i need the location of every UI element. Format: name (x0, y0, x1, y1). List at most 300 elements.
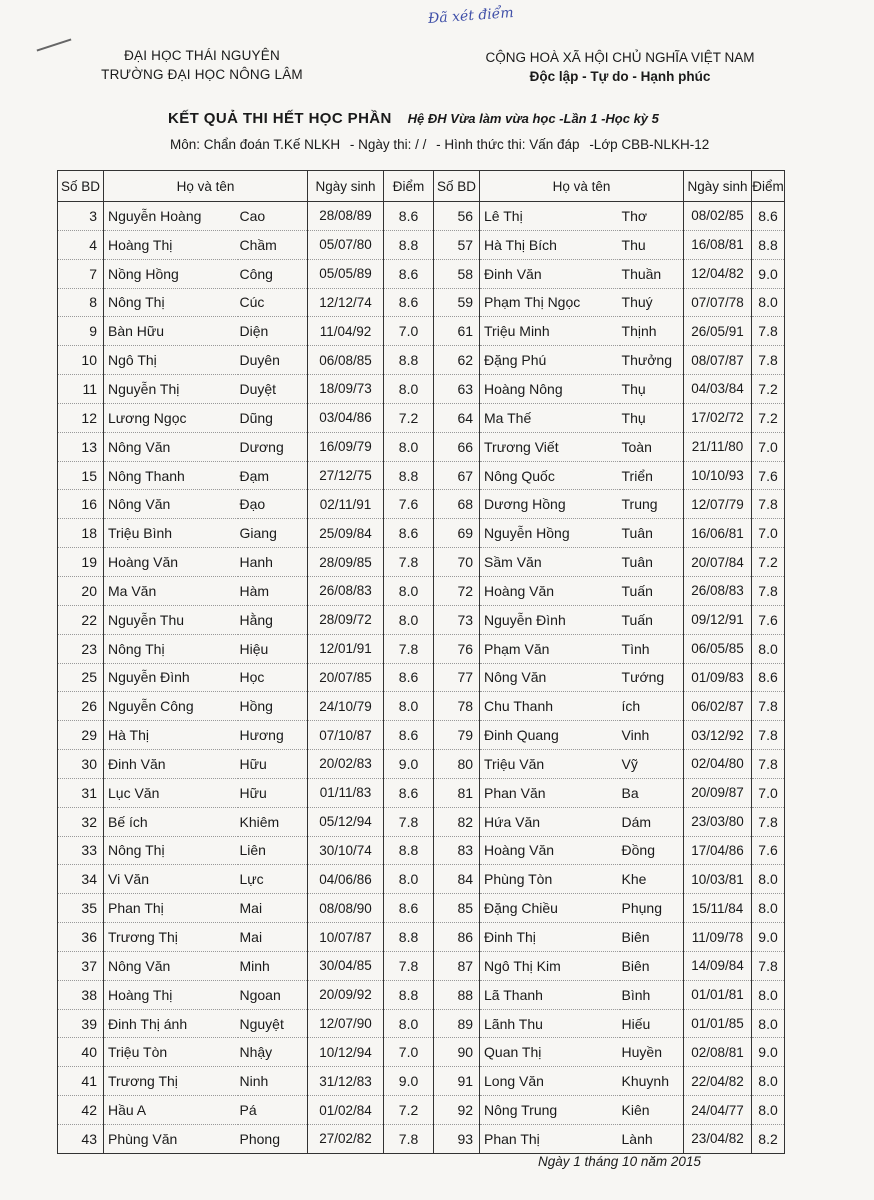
given-name-cell: Duyệt (238, 375, 308, 404)
given-name-cell: Đồng (620, 836, 684, 865)
table-row (58, 346, 785, 375)
given-name-cell: Hữu (238, 778, 308, 807)
sbd-cell: 85 (434, 894, 480, 923)
given-name-cell: Thu (620, 230, 684, 259)
given-name-cell: Thịnh (620, 317, 684, 346)
given-name-cell: Mai (238, 894, 308, 923)
score-cell: 8.6 (384, 519, 434, 548)
dob-cell: 16/09/79 (308, 432, 384, 461)
dob-cell: 10/03/81 (684, 865, 752, 894)
score-cell: 9.0 (384, 750, 434, 779)
dob-cell: 05/12/94 (308, 807, 384, 836)
sbd-cell: 18 (58, 519, 104, 548)
col-dob-left: Ngày sinh (308, 171, 384, 202)
score-cell: 7.2 (384, 403, 434, 432)
dob-cell: 23/03/80 (684, 807, 752, 836)
dob-cell: 31/12/83 (308, 1067, 384, 1096)
scan-mark (37, 38, 72, 51)
col-score-left: Điểm (384, 171, 434, 202)
surname-cell: Triệu Minh (480, 317, 620, 346)
surname-cell: Lục Văn (104, 778, 238, 807)
given-name-cell: Khiêm (238, 807, 308, 836)
given-name-cell: Toàn (620, 432, 684, 461)
given-name-cell: Hanh (238, 548, 308, 577)
score-cell: 7.8 (752, 721, 785, 750)
dob-cell: 21/11/80 (684, 432, 752, 461)
dob-cell: 01/11/83 (308, 778, 384, 807)
score-cell: 8.0 (384, 692, 434, 721)
sbd-cell: 92 (434, 1096, 480, 1125)
score-cell: 7.6 (752, 461, 785, 490)
surname-cell: Long Văn (480, 1067, 620, 1096)
score-cell: 8.0 (752, 865, 785, 894)
sbd-cell: 3 (58, 202, 104, 231)
sbd-cell: 15 (58, 461, 104, 490)
dob-cell: 14/09/84 (684, 951, 752, 980)
table-row (58, 663, 785, 692)
sbd-cell: 56 (434, 202, 480, 231)
sbd-cell: 12 (58, 403, 104, 432)
surname-cell: Nông Thị (104, 288, 238, 317)
sbd-cell: 23 (58, 634, 104, 663)
document-title (168, 110, 659, 127)
dob-cell: 28/08/89 (308, 202, 384, 231)
surname-cell: Trương Thị (104, 1067, 238, 1096)
surname-cell: Lã Thanh (480, 980, 620, 1009)
sbd-cell: 22 (58, 605, 104, 634)
sbd-cell: 36 (58, 923, 104, 952)
sbd-cell: 32 (58, 807, 104, 836)
sbd-cell: 40 (58, 1038, 104, 1067)
score-cell: 8.6 (384, 721, 434, 750)
given-name-cell: Đạo (238, 490, 308, 519)
given-name-cell: Thụ (620, 403, 684, 432)
given-name-cell: Thụ (620, 375, 684, 404)
given-name-cell: Thuý (620, 288, 684, 317)
score-cell: 8.0 (752, 1096, 785, 1125)
dob-cell: 25/09/84 (308, 519, 384, 548)
score-cell: 7.0 (752, 778, 785, 807)
dob-cell: 07/07/78 (684, 288, 752, 317)
score-cell: 7.8 (384, 951, 434, 980)
dob-cell: 11/09/78 (684, 923, 752, 952)
given-name-cell: Chầm (238, 230, 308, 259)
dob-cell: 03/12/92 (684, 721, 752, 750)
score-cell: 8.6 (752, 202, 785, 231)
surname-cell: Hoàng Văn (480, 836, 620, 865)
surname-cell: Hoàng Thị (104, 230, 238, 259)
score-cell: 7.6 (752, 836, 785, 865)
national-motto: Độc lập - Tự do - Hạnh phúc (529, 69, 711, 84)
subject-name: Môn: Chẩn đoán T.Kế NLKH (170, 137, 341, 152)
sbd-cell: 57 (434, 230, 480, 259)
dob-cell: 08/07/87 (684, 346, 752, 375)
table-row (58, 317, 785, 346)
dob-cell: 30/10/74 (308, 836, 384, 865)
table-row (58, 548, 785, 577)
surname-cell: Trương Viết (480, 432, 620, 461)
given-name-cell: Đạm (238, 461, 308, 490)
sbd-cell: 10 (58, 346, 104, 375)
surname-cell: Phan Thị (104, 894, 238, 923)
surname-cell: Ma Thế (480, 403, 620, 432)
sbd-cell: 38 (58, 980, 104, 1009)
surname-cell: Hà Thị Bích (480, 230, 620, 259)
surname-cell: Nồng Hồng (104, 259, 238, 288)
surname-cell: Ngô Thị Kim (480, 951, 620, 980)
table-row (58, 461, 785, 490)
sbd-cell: 82 (434, 807, 480, 836)
dob-cell: 10/10/93 (684, 461, 752, 490)
score-cell: 7.8 (384, 634, 434, 663)
sbd-cell: 81 (434, 778, 480, 807)
given-name-cell: Tuấn (620, 605, 684, 634)
table-row (58, 1125, 785, 1154)
col-score-right: Điểm (752, 171, 785, 202)
score-cell: 7.8 (384, 807, 434, 836)
surname-cell: Nông Văn (104, 490, 238, 519)
table-row (58, 230, 785, 259)
score-cell: 7.2 (752, 403, 785, 432)
given-name-cell: Nguyệt (238, 1009, 308, 1038)
dob-cell: 20/09/92 (308, 980, 384, 1009)
table-row (58, 202, 785, 231)
score-cell: 8.6 (384, 663, 434, 692)
given-name-cell: Trung (620, 490, 684, 519)
score-cell: 7.6 (752, 605, 785, 634)
surname-cell: Lãnh Thu (480, 1009, 620, 1038)
surname-cell: Lương Ngọc (104, 403, 238, 432)
given-name-cell: Lực (238, 865, 308, 894)
dob-cell: 20/07/84 (684, 548, 752, 577)
dob-cell: 10/12/94 (308, 1038, 384, 1067)
dob-cell: 30/04/85 (308, 951, 384, 980)
surname-cell: Phạm Văn (480, 634, 620, 663)
sbd-cell: 70 (434, 548, 480, 577)
dob-cell: 28/09/72 (308, 605, 384, 634)
given-name-cell: Tình (620, 634, 684, 663)
given-name-cell: Diện (238, 317, 308, 346)
dob-cell: 01/01/81 (684, 980, 752, 1009)
university-name: ĐẠI HỌC THÁI NGUYÊN (124, 48, 280, 63)
surname-cell: Đinh Thị ánh (104, 1009, 238, 1038)
table-row (58, 288, 785, 317)
surname-cell: Nông Quốc (480, 461, 620, 490)
dob-cell: 27/02/82 (308, 1125, 384, 1154)
title-sub: Hệ ĐH Vừa làm vừa học -Lần 1 -Học kỳ 5 (407, 111, 659, 126)
dob-cell: 16/08/81 (684, 230, 752, 259)
given-name-cell: Dương (238, 432, 308, 461)
table-row (58, 807, 785, 836)
table-row (58, 605, 785, 634)
class-code: -Lớp CBB-NLKH-12 (589, 137, 710, 152)
score-cell: 8.0 (384, 576, 434, 605)
sbd-cell: 80 (434, 750, 480, 779)
score-cell: 9.0 (384, 1067, 434, 1096)
title-main: KẾT QUẢ THI HẾT HỌC PHẦN (168, 110, 392, 127)
given-name-cell: Bình (620, 980, 684, 1009)
given-name-cell: Học (238, 663, 308, 692)
given-name-cell: Dám (620, 807, 684, 836)
surname-cell: Nguyễn Công (104, 692, 238, 721)
surname-cell: Bàn Hữu (104, 317, 238, 346)
surname-cell: Đinh Văn (480, 259, 620, 288)
given-name-cell: Ba (620, 778, 684, 807)
table-row (58, 778, 785, 807)
sbd-cell: 78 (434, 692, 480, 721)
given-name-cell: Công (238, 259, 308, 288)
score-cell: 8.0 (384, 605, 434, 634)
dob-cell: 12/04/82 (684, 259, 752, 288)
sbd-cell: 64 (434, 403, 480, 432)
given-name-cell: Ninh (238, 1067, 308, 1096)
surname-cell: Ma Văn (104, 576, 238, 605)
table-row (58, 692, 785, 721)
sbd-cell: 84 (434, 865, 480, 894)
table-row (58, 865, 785, 894)
sbd-cell: 7 (58, 259, 104, 288)
given-name-cell: Dũng (238, 403, 308, 432)
score-cell: 7.0 (384, 317, 434, 346)
score-cell: 8.0 (384, 865, 434, 894)
col-dob-right: Ngày sinh (684, 171, 752, 202)
sbd-cell: 63 (434, 375, 480, 404)
dob-cell: 09/12/91 (684, 605, 752, 634)
given-name-cell: Kiên (620, 1096, 684, 1125)
given-name-cell: Vinh (620, 721, 684, 750)
score-cell: 7.8 (384, 1125, 434, 1154)
given-name-cell: Phụng (620, 894, 684, 923)
surname-cell: Ngô Thị (104, 346, 238, 375)
dob-cell: 28/09/85 (308, 548, 384, 577)
dob-cell: 20/07/85 (308, 663, 384, 692)
score-cell: 8.8 (384, 230, 434, 259)
score-cell: 8.0 (752, 634, 785, 663)
sbd-cell: 76 (434, 634, 480, 663)
score-cell: 8.0 (752, 1067, 785, 1096)
score-cell: 7.8 (752, 317, 785, 346)
score-cell: 8.6 (384, 778, 434, 807)
score-cell: 7.8 (752, 576, 785, 605)
dob-cell: 12/07/90 (308, 1009, 384, 1038)
table-row (58, 1009, 785, 1038)
given-name-cell: Biên (620, 923, 684, 952)
dob-cell: 22/04/82 (684, 1067, 752, 1096)
table-row (58, 576, 785, 605)
sbd-cell: 79 (434, 721, 480, 750)
given-name-cell: Nhậy (238, 1038, 308, 1067)
dob-cell: 06/08/85 (308, 346, 384, 375)
surname-cell: Nông Văn (104, 951, 238, 980)
table-row (58, 259, 785, 288)
given-name-cell: Thơ (620, 202, 684, 231)
sbd-cell: 90 (434, 1038, 480, 1067)
surname-cell: Phùng Tòn (480, 865, 620, 894)
table-row (58, 1038, 785, 1067)
score-cell: 7.6 (384, 490, 434, 519)
score-cell: 9.0 (752, 259, 785, 288)
given-name-cell: Minh (238, 951, 308, 980)
given-name-cell: Mai (238, 923, 308, 952)
score-cell: 8.6 (384, 894, 434, 923)
results-table (57, 170, 785, 1154)
dob-cell: 10/07/87 (308, 923, 384, 952)
col-name-left: Họ và tên (104, 171, 308, 202)
surname-cell: Phan Văn (480, 778, 620, 807)
sbd-cell: 31 (58, 778, 104, 807)
table-row (58, 1096, 785, 1125)
footer-date: Ngày 1 tháng 10 năm 2015 (538, 1154, 701, 1169)
table-row (58, 519, 785, 548)
surname-cell: Hứa Văn (480, 807, 620, 836)
dob-cell: 12/12/74 (308, 288, 384, 317)
surname-cell: Sầm Văn (480, 548, 620, 577)
sbd-cell: 62 (434, 346, 480, 375)
given-name-cell: Tướng (620, 663, 684, 692)
surname-cell: Nguyễn Đình (104, 663, 238, 692)
surname-cell: Đặng Phú (480, 346, 620, 375)
given-name-cell: Cao (238, 202, 308, 231)
dob-cell: 05/07/80 (308, 230, 384, 259)
dob-cell: 01/02/84 (308, 1096, 384, 1125)
sbd-cell: 61 (434, 317, 480, 346)
given-name-cell: Khe (620, 865, 684, 894)
dob-cell: 02/08/81 (684, 1038, 752, 1067)
sbd-cell: 39 (58, 1009, 104, 1038)
sbd-cell: 20 (58, 576, 104, 605)
dob-cell: 02/11/91 (308, 490, 384, 519)
given-name-cell: Huyền (620, 1038, 684, 1067)
surname-cell: Nguyễn Đình (480, 605, 620, 634)
score-cell: 7.8 (752, 807, 785, 836)
sbd-cell: 68 (434, 490, 480, 519)
table-row (58, 634, 785, 663)
given-name-cell: Thưởng (620, 346, 684, 375)
dob-cell: 24/04/77 (684, 1096, 752, 1125)
score-cell: 7.0 (384, 1038, 434, 1067)
given-name-cell: Hương (238, 721, 308, 750)
score-cell: 8.8 (384, 346, 434, 375)
sbd-cell: 66 (434, 432, 480, 461)
sbd-cell: 11 (58, 375, 104, 404)
dob-cell: 05/05/89 (308, 259, 384, 288)
dob-cell: 01/01/85 (684, 1009, 752, 1038)
surname-cell: Hoàng Nông (480, 375, 620, 404)
sbd-cell: 43 (58, 1125, 104, 1154)
sbd-cell: 59 (434, 288, 480, 317)
dob-cell: 26/08/83 (308, 576, 384, 605)
table-row (58, 980, 785, 1009)
dob-cell: 08/08/90 (308, 894, 384, 923)
school-name: TRƯỜNG ĐẠI HỌC NÔNG LÂM (101, 67, 303, 82)
score-cell: 8.6 (384, 259, 434, 288)
given-name-cell: Tuân (620, 519, 684, 548)
score-cell: 8.0 (752, 894, 785, 923)
col-sbd-right: Số BD (434, 171, 480, 202)
sbd-cell: 86 (434, 923, 480, 952)
country-name: CỘNG HOÀ XÃ HỘI CHỦ NGHĨA VIỆT NAM (485, 50, 755, 65)
table-row (58, 375, 785, 404)
exam-date: - Ngày thi: / / (349, 137, 427, 152)
score-cell: 8.0 (384, 432, 434, 461)
dob-cell: 27/12/75 (308, 461, 384, 490)
surname-cell: Vi Văn (104, 865, 238, 894)
given-name-cell: Giang (238, 519, 308, 548)
surname-cell: Nông Thị (104, 836, 238, 865)
col-name-right: Họ và tên (480, 171, 684, 202)
table-row (58, 836, 785, 865)
table-header (58, 171, 785, 202)
sbd-cell: 89 (434, 1009, 480, 1038)
score-cell: 8.8 (384, 461, 434, 490)
surname-cell: Đinh Văn (104, 750, 238, 779)
score-cell: 9.0 (752, 1038, 785, 1067)
given-name-cell: Hiếu (620, 1009, 684, 1038)
dob-cell: 02/04/80 (684, 750, 752, 779)
surname-cell: Triệu Tòn (104, 1038, 238, 1067)
table-row (58, 750, 785, 779)
sbd-cell: 69 (434, 519, 480, 548)
table-row (58, 894, 785, 923)
dob-cell: 01/09/83 (684, 663, 752, 692)
given-name-cell: Phong (238, 1125, 308, 1154)
sbd-cell: 83 (434, 836, 480, 865)
surname-cell: Hoàng Thị (104, 980, 238, 1009)
table-row (58, 951, 785, 980)
given-name-cell: Thuần (620, 259, 684, 288)
surname-cell: Bế ích (104, 807, 238, 836)
dob-cell: 17/04/86 (684, 836, 752, 865)
surname-cell: Chu Thanh (480, 692, 620, 721)
sbd-cell: 73 (434, 605, 480, 634)
sbd-cell: 33 (58, 836, 104, 865)
given-name-cell: Hồng (238, 692, 308, 721)
surname-cell: Đinh Quang (480, 721, 620, 750)
score-cell: 8.6 (384, 202, 434, 231)
dob-cell: 20/02/83 (308, 750, 384, 779)
given-name-cell: Lành (620, 1125, 684, 1154)
score-cell: 8.8 (752, 230, 785, 259)
table-row (58, 721, 785, 750)
surname-cell: Nguyễn Hồng (480, 519, 620, 548)
given-name-cell: ích (620, 692, 684, 721)
surname-cell: Nông Văn (480, 663, 620, 692)
dob-cell: 03/04/86 (308, 403, 384, 432)
surname-cell: Dương Hồng (480, 490, 620, 519)
score-cell: 8.6 (752, 663, 785, 692)
given-name-cell: Triển (620, 461, 684, 490)
surname-cell: Quan Thị (480, 1038, 620, 1067)
dob-cell: 07/10/87 (308, 721, 384, 750)
score-cell: 7.2 (752, 375, 785, 404)
surname-cell: Nông Thanh (104, 461, 238, 490)
sbd-cell: 34 (58, 865, 104, 894)
sbd-cell: 58 (434, 259, 480, 288)
score-cell: 7.8 (752, 346, 785, 375)
given-name-cell: Duyên (238, 346, 308, 375)
given-name-cell: Vỹ (620, 750, 684, 779)
score-cell: 8.2 (752, 1125, 785, 1154)
given-name-cell: Biên (620, 951, 684, 980)
sbd-cell: 42 (58, 1096, 104, 1125)
dob-cell: 12/07/79 (684, 490, 752, 519)
surname-cell: Lê Thị (480, 202, 620, 231)
dob-cell: 06/05/85 (684, 634, 752, 663)
sbd-cell: 13 (58, 432, 104, 461)
header-right (440, 48, 800, 86)
sbd-cell: 41 (58, 1067, 104, 1096)
score-cell: 8.6 (384, 288, 434, 317)
